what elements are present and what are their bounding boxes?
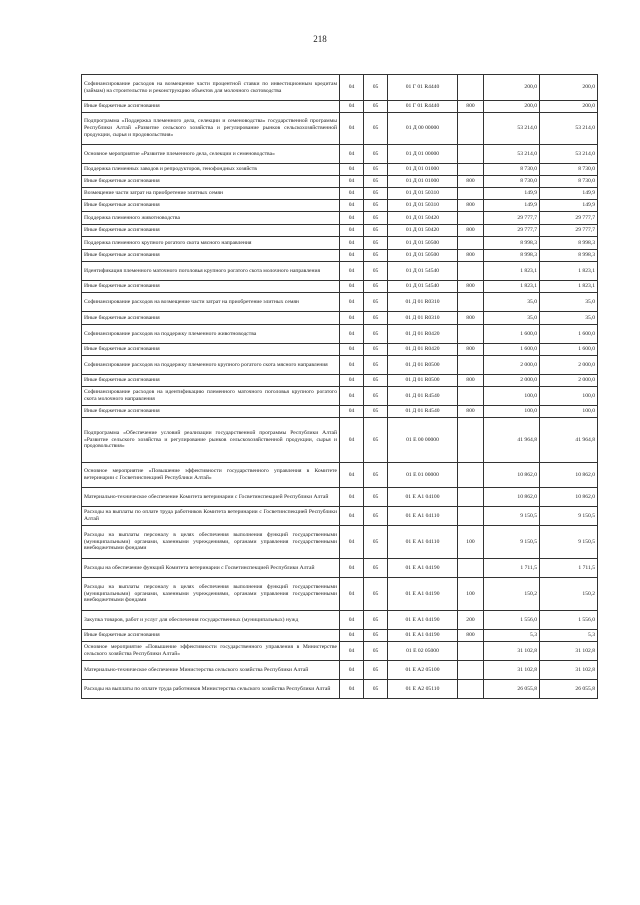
amount-second-year: 200,0 (540, 101, 598, 113)
expense-type-code (458, 463, 484, 488)
expense-type-code: 100 (458, 526, 484, 559)
section-code: 04 (340, 325, 364, 344)
amount-first-year: 8 998,3 (484, 237, 540, 250)
table-row (82, 387, 598, 406)
amount-first-year: 8 730,0 (484, 176, 540, 188)
target-code: 01 Г 01 R4440 (388, 75, 458, 101)
subsection-code: 05 (364, 344, 388, 356)
amount-second-year: 31 102,8 (540, 661, 598, 680)
target-code: 01 Д 01 R4540 (388, 387, 458, 406)
expense-type-code (458, 164, 484, 176)
target-code: 01 Е А1 04190 (388, 611, 458, 630)
table-row (82, 312, 598, 325)
item-description: Софинансирование расходов на поддержку племенного животноводства (82, 325, 340, 344)
expense-type-code (458, 418, 484, 463)
subsection-code: 05 (364, 526, 388, 559)
table-row (82, 642, 598, 661)
expense-type-code: 800 (458, 250, 484, 262)
target-code: 01 Е 02 05000 (388, 642, 458, 661)
page-number: 218 (313, 34, 327, 44)
table-row (82, 406, 598, 418)
amount-second-year: 9 150,5 (540, 507, 598, 526)
item-description: Подпрограмма «Поддержка племенного дела, селекции и семеноводства» государственной программы Республики Алтай «Развитие сельского хозяйства и регулирование рынков сельскохозяйственной продукции, сырья и продовольствия» (82, 113, 340, 145)
target-code: 01 Е А1 04110 (388, 526, 458, 559)
section-code: 04 (340, 176, 364, 188)
expense-type-code (458, 642, 484, 661)
amount-second-year: 41 964,8 (540, 418, 598, 463)
amount-first-year: 100,0 (484, 406, 540, 418)
section-code: 04 (340, 237, 364, 250)
expense-type-code: 800 (458, 375, 484, 387)
section-code: 04 (340, 101, 364, 113)
item-description: Иные бюджетные ассигнования (82, 250, 340, 262)
amount-first-year: 29 777,7 (484, 225, 540, 237)
subsection-code: 05 (364, 325, 388, 344)
item-description: Софинансирование расходов на идентификацию племенного маточного поголовья крупного рогатого скота молочного направления (82, 387, 340, 406)
section-code: 04 (340, 212, 364, 225)
target-code: 01 Д 01 01000 (388, 164, 458, 176)
expense-type-code (458, 145, 484, 164)
item-description: Основное мероприятие «Повышение эффективности государственного управления в Министерстве сельского хозяйства Республики Алтай» (82, 642, 340, 661)
section-code: 04 (340, 680, 364, 699)
section-code: 04 (340, 200, 364, 212)
item-description: Поддержка племенных заводов и репродукторов, генофондных хозяйств (82, 164, 340, 176)
subsection-code: 05 (364, 488, 388, 507)
subsection-code: 05 (364, 75, 388, 101)
item-description: Расходы на выплаты по оплате труда работников Министерства сельского хозяйства Республики Алтай (82, 680, 340, 699)
section-code: 04 (340, 642, 364, 661)
amount-second-year: 200,0 (540, 75, 598, 101)
subsection-code: 05 (364, 406, 388, 418)
amount-second-year: 8 730,0 (540, 164, 598, 176)
amount-first-year: 53 214,0 (484, 145, 540, 164)
subsection-code: 05 (364, 630, 388, 642)
subsection-code: 05 (364, 507, 388, 526)
target-code: 01 Д 01 50500 (388, 250, 458, 262)
amount-first-year: 26 055,8 (484, 680, 540, 699)
item-description: Закупка товаров, работ и услуг для обеспечения государственных (муниципальных) нужд (82, 611, 340, 630)
amount-second-year: 35,0 (540, 293, 598, 312)
expense-type-code (458, 661, 484, 680)
amount-second-year: 2 000,0 (540, 375, 598, 387)
subsection-code: 05 (364, 145, 388, 164)
amount-second-year: 53 214,0 (540, 145, 598, 164)
subsection-code: 05 (364, 176, 388, 188)
amount-first-year: 35,0 (484, 293, 540, 312)
table-row (82, 101, 598, 113)
amount-first-year: 41 964,8 (484, 418, 540, 463)
amount-second-year: 8 998,3 (540, 237, 598, 250)
target-code: 01 Д 01 R0310 (388, 293, 458, 312)
item-description: Основное мероприятие «Развитие племенного дела, селекции и семеноводства» (82, 145, 340, 164)
amount-second-year: 100,0 (540, 406, 598, 418)
target-code: 01 Д 01 R0420 (388, 344, 458, 356)
item-description: Иные бюджетные ассигнования (82, 281, 340, 293)
subsection-code: 05 (364, 312, 388, 325)
expense-type-code (458, 559, 484, 578)
section-code: 04 (340, 113, 364, 145)
amount-first-year: 1 600,0 (484, 325, 540, 344)
target-code: 01 Д 00 00000 (388, 113, 458, 145)
section-code: 04 (340, 661, 364, 680)
section-code: 04 (340, 578, 364, 611)
expense-type-code (458, 212, 484, 225)
target-code: 01 Е 01 00000 (388, 463, 458, 488)
item-description: Софинансирование расходов на возмещение части процентной ставки по инвестиционным кредитам (займам) на строительство и реконструкцию объектов для молочного скотоводства (82, 75, 340, 101)
subsection-code: 05 (364, 680, 388, 699)
amount-second-year: 1 823,1 (540, 262, 598, 281)
amount-second-year: 26 055,8 (540, 680, 598, 699)
expense-type-code: 800 (458, 630, 484, 642)
amount-first-year: 31 102,8 (484, 661, 540, 680)
expense-type-code: 200 (458, 611, 484, 630)
subsection-code: 05 (364, 611, 388, 630)
table-row (82, 630, 598, 642)
amount-second-year: 2 000,0 (540, 356, 598, 375)
target-code: 01 Д 01 54540 (388, 281, 458, 293)
section-code: 04 (340, 375, 364, 387)
section-code: 04 (340, 312, 364, 325)
table-row (82, 176, 598, 188)
subsection-code: 05 (364, 463, 388, 488)
target-code: 01 Д 01 54540 (388, 262, 458, 281)
amount-second-year: 53 214,0 (540, 113, 598, 145)
amount-second-year: 5,3 (540, 630, 598, 642)
table-row (82, 578, 598, 611)
amount-first-year: 35,0 (484, 312, 540, 325)
target-code: 01 Д 01 50310 (388, 200, 458, 212)
subsection-code: 05 (364, 250, 388, 262)
amount-first-year: 8 998,3 (484, 250, 540, 262)
amount-first-year: 10 862,0 (484, 463, 540, 488)
item-description: Поддержка племенного крупного рогатого скота мясного направления (82, 237, 340, 250)
expense-type-code: 800 (458, 406, 484, 418)
amount-first-year: 100,0 (484, 387, 540, 406)
amount-first-year: 8 730,0 (484, 164, 540, 176)
item-description: Расходы на выплаты по оплате труда работников Комитета ветеринарии с Госветинспекцией Республики Алтай (82, 507, 340, 526)
amount-second-year: 10 862,0 (540, 488, 598, 507)
budget-table-body (82, 75, 598, 699)
table-row (82, 188, 598, 200)
amount-second-year: 1 600,0 (540, 344, 598, 356)
subsection-code: 05 (364, 200, 388, 212)
amount-first-year: 31 102,8 (484, 642, 540, 661)
target-code: 01 Д 01 R0310 (388, 312, 458, 325)
amount-second-year: 149,9 (540, 188, 598, 200)
subsection-code: 05 (364, 559, 388, 578)
amount-second-year: 100,0 (540, 387, 598, 406)
table-row (82, 325, 598, 344)
amount-first-year: 9 150,5 (484, 507, 540, 526)
expense-type-code (458, 680, 484, 699)
table-row (82, 145, 598, 164)
item-description: Основное мероприятие «Повышение эффективности государственного управления в Комитете ветеринарии с Госветинспекцией Республики Алтай» (82, 463, 340, 488)
subsection-code: 05 (364, 225, 388, 237)
table-row (82, 559, 598, 578)
table-row (82, 680, 598, 699)
section-code: 04 (340, 344, 364, 356)
amount-first-year: 1 823,1 (484, 281, 540, 293)
expense-type-code (458, 488, 484, 507)
item-description: Иные бюджетные ассигнования (82, 176, 340, 188)
section-code: 04 (340, 611, 364, 630)
amount-first-year: 149,9 (484, 188, 540, 200)
section-code: 04 (340, 145, 364, 164)
amount-first-year: 1 711,5 (484, 559, 540, 578)
target-code: 01 Д 01 R4540 (388, 406, 458, 418)
expense-type-code (458, 387, 484, 406)
target-code: 01 Е А1 04190 (388, 630, 458, 642)
table-row (82, 661, 598, 680)
section-code: 04 (340, 225, 364, 237)
table-row (82, 225, 598, 237)
amount-second-year: 1 556,0 (540, 611, 598, 630)
amount-second-year: 8 730,0 (540, 176, 598, 188)
subsection-code: 05 (364, 281, 388, 293)
target-code: 01 Д 01 50310 (388, 188, 458, 200)
target-code: 01 Е А2 05110 (388, 680, 458, 699)
expense-type-code: 800 (458, 176, 484, 188)
expense-type-code (458, 356, 484, 375)
item-description: Материально-техническое обеспечение Министерства сельского хозяйства Республики Алтай (82, 661, 340, 680)
amount-second-year: 1 600,0 (540, 325, 598, 344)
amount-first-year: 2 000,0 (484, 375, 540, 387)
subsection-code: 05 (364, 418, 388, 463)
expense-type-code (458, 113, 484, 145)
expense-type-code: 800 (458, 312, 484, 325)
target-code: 01 Д 01 01000 (388, 176, 458, 188)
target-code: 01 Д 01 50420 (388, 212, 458, 225)
item-description: Иные бюджетные ассигнования (82, 344, 340, 356)
item-description: Расходы на обеспечение функций Комитета ветеринарии с Госветинспекцией Республики Алтай (82, 559, 340, 578)
section-code: 04 (340, 164, 364, 176)
table-row (82, 250, 598, 262)
table-row (82, 526, 598, 559)
item-description: Иные бюджетные ассигнования (82, 101, 340, 113)
item-description: Расходы на выплаты персоналу в целях обеспечения выполнения функций государственными (муниципальными) органами, казенными учреждениями, органами управления государственными внебюджетными фондами (82, 578, 340, 611)
table-row (82, 262, 598, 281)
item-description: Иные бюджетные ассигнования (82, 225, 340, 237)
item-description: Идентификация племенного маточного поголовья крупного рогатого скота молочного направления (82, 262, 340, 281)
subsection-code: 05 (364, 188, 388, 200)
table-row (82, 418, 598, 463)
amount-first-year: 9 150,5 (484, 526, 540, 559)
section-code: 04 (340, 188, 364, 200)
section-code: 04 (340, 559, 364, 578)
table-row (82, 237, 598, 250)
table-row (82, 212, 598, 225)
expense-type-code (458, 262, 484, 281)
expense-type-code: 800 (458, 200, 484, 212)
target-code: 01 Е А1 04100 (388, 488, 458, 507)
subsection-code: 05 (364, 237, 388, 250)
subsection-code: 05 (364, 164, 388, 176)
section-code: 04 (340, 406, 364, 418)
table-row (82, 488, 598, 507)
expense-type-code (458, 507, 484, 526)
amount-first-year: 2 000,0 (484, 356, 540, 375)
expense-type-code: 800 (458, 344, 484, 356)
expense-type-code: 800 (458, 225, 484, 237)
section-code: 04 (340, 281, 364, 293)
section-code: 04 (340, 526, 364, 559)
item-description: Подпрограмма «Обеспечение условий реализации государственной программы Республики Алтай «Развитие сельского хозяйства и регулирование рынков сельскохозяйственной продукции, сырья и продовольствия» (82, 418, 340, 463)
subsection-code: 05 (364, 387, 388, 406)
section-code: 04 (340, 262, 364, 281)
section-code: 04 (340, 293, 364, 312)
table-row (82, 75, 598, 101)
section-code: 04 (340, 507, 364, 526)
amount-second-year: 149,9 (540, 200, 598, 212)
amount-second-year: 10 862,0 (540, 463, 598, 488)
amount-first-year: 1 556,0 (484, 611, 540, 630)
amount-second-year: 1 823,1 (540, 281, 598, 293)
amount-second-year: 9 150,5 (540, 526, 598, 559)
table-row (82, 281, 598, 293)
section-code: 04 (340, 356, 364, 375)
amount-first-year: 53 214,0 (484, 113, 540, 145)
table-row (82, 200, 598, 212)
target-code: 01 Е А1 04190 (388, 578, 458, 611)
amount-first-year: 200,0 (484, 101, 540, 113)
subsection-code: 05 (364, 212, 388, 225)
amount-second-year: 29 777,7 (540, 225, 598, 237)
item-description: Софинансирование расходов на возмещение части затрат на приобретение элитных семян (82, 293, 340, 312)
subsection-code: 05 (364, 113, 388, 145)
section-code: 04 (340, 418, 364, 463)
table-row (82, 463, 598, 488)
amount-first-year: 150,2 (484, 578, 540, 611)
item-description: Иные бюджетные ассигнования (82, 630, 340, 642)
subsection-code: 05 (364, 101, 388, 113)
target-code: 01 Д 01 50420 (388, 225, 458, 237)
subsection-code: 05 (364, 375, 388, 387)
expense-type-code (458, 75, 484, 101)
expense-type-code (458, 293, 484, 312)
target-code: 01 Е 00 00000 (388, 418, 458, 463)
table-row (82, 375, 598, 387)
subsection-code: 05 (364, 262, 388, 281)
expense-type-code (458, 237, 484, 250)
target-code: 01 Д 01 R0500 (388, 356, 458, 375)
amount-first-year: 149,9 (484, 200, 540, 212)
section-code: 04 (340, 463, 364, 488)
target-code: 01 Г 01 R4440 (388, 101, 458, 113)
target-code: 01 Е А1 04190 (388, 559, 458, 578)
item-description: Иные бюджетные ассигнования (82, 406, 340, 418)
target-code: 01 Е А2 05100 (388, 661, 458, 680)
expense-type-code: 800 (458, 281, 484, 293)
expense-type-code: 800 (458, 101, 484, 113)
item-description: Расходы на выплаты персоналу в целях обеспечения выполнения функций государственными (муниципальными) органами, казенными учреждениями, органами управления государственными внебюджетными фондами (82, 526, 340, 559)
expense-type-code (458, 188, 484, 200)
table-row (82, 164, 598, 176)
section-code: 04 (340, 250, 364, 262)
amount-first-year: 29 777,7 (484, 212, 540, 225)
table-row (82, 113, 598, 145)
amount-first-year: 1 600,0 (484, 344, 540, 356)
target-code: 01 Е А1 04110 (388, 507, 458, 526)
target-code: 01 Д 01 00000 (388, 145, 458, 164)
subsection-code: 05 (364, 293, 388, 312)
expense-type-code: 100 (458, 578, 484, 611)
subsection-code: 05 (364, 356, 388, 375)
table-row (82, 293, 598, 312)
subsection-code: 05 (364, 661, 388, 680)
item-description: Иные бюджетные ассигнования (82, 200, 340, 212)
target-code: 01 Д 01 50500 (388, 237, 458, 250)
expense-type-code (458, 325, 484, 344)
subsection-code: 05 (364, 642, 388, 661)
target-code: 01 Д 01 R0420 (388, 325, 458, 344)
amount-first-year: 5,3 (484, 630, 540, 642)
table-row (82, 611, 598, 630)
table-row (82, 507, 598, 526)
amount-second-year: 35,0 (540, 312, 598, 325)
amount-first-year: 1 823,1 (484, 262, 540, 281)
item-description: Поддержка племенного животноводства (82, 212, 340, 225)
amount-second-year: 150,2 (540, 578, 598, 611)
item-description: Возмещение части затрат на приобретение элитных семян (82, 188, 340, 200)
subsection-code: 05 (364, 578, 388, 611)
amount-second-year: 31 102,8 (540, 642, 598, 661)
table-row (82, 356, 598, 375)
item-description: Материально-техническое обеспечение Комитета ветеринарии с Госветинспекцией Республики Алтай (82, 488, 340, 507)
section-code: 04 (340, 387, 364, 406)
item-description: Иные бюджетные ассигнования (82, 375, 340, 387)
amount-first-year: 200,0 (484, 75, 540, 101)
section-code: 04 (340, 488, 364, 507)
item-description: Софинансирование расходов на поддержку племенного крупного рогатого скота мясного направления (82, 356, 340, 375)
budget-table (81, 74, 598, 699)
amount-first-year: 10 862,0 (484, 488, 540, 507)
amount-second-year: 8 998,3 (540, 250, 598, 262)
target-code: 01 Д 01 R0500 (388, 375, 458, 387)
section-code: 04 (340, 630, 364, 642)
table-row (82, 344, 598, 356)
amount-second-year: 1 711,5 (540, 559, 598, 578)
amount-second-year: 29 777,7 (540, 212, 598, 225)
item-description: Иные бюджетные ассигнования (82, 312, 340, 325)
section-code: 04 (340, 75, 364, 101)
